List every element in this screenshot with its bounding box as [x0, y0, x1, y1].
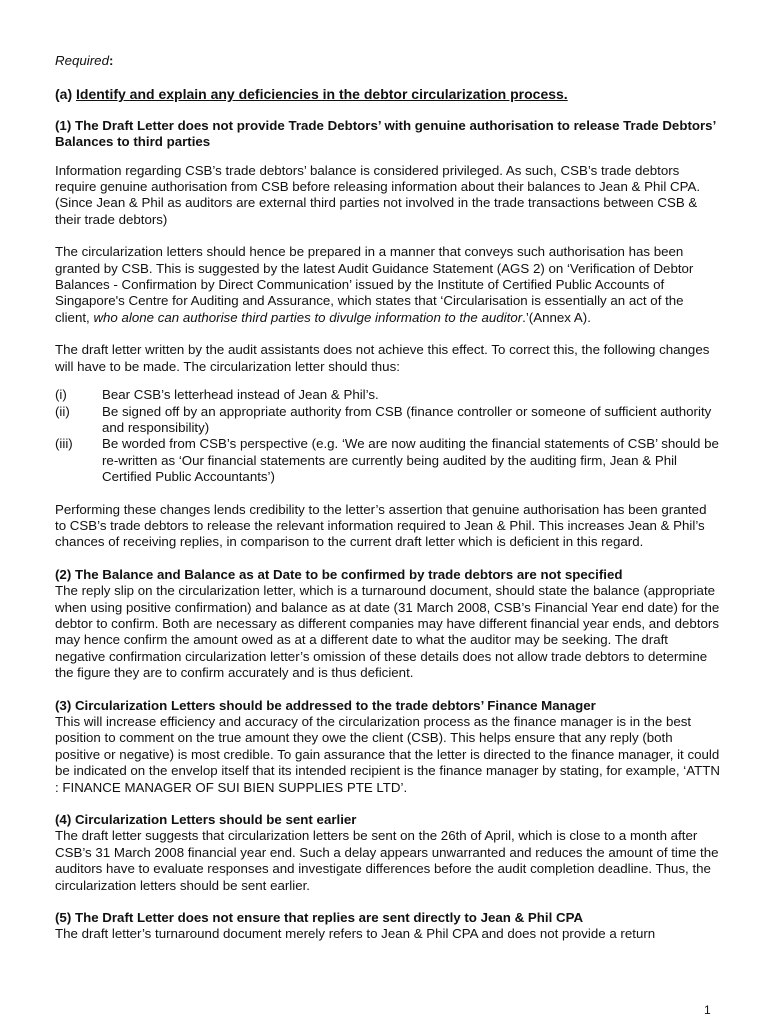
section-4-body: The draft letter suggests that circularization letters be sent on the 26th of April, which is close to a month after CSB’s 31 March 2008 financial year end. Such a delay appears unwarranted and reduces the amount of time the auditors have to evaluate responses and investigate differences before the audit completion deadline. Thus, the circularization letters should be sent earlier.: [55, 828, 719, 893]
section-1-paragraph-4: Performing these changes lends credibility to the letter’s assertion that genuine authorisation has been granted to CSB’s trade debtors to release the relevant information required to Jean & Phil. This increases Jean & Phil’s chances of receiving replies, in comparison to the current draft letter which is deficient in this regard.: [55, 501, 707, 550]
correction-list: [55, 387, 720, 485]
list-item: (ii) Be signed off by an appropriate authority from CSB (finance controller or someone of sufficient authority and responsibility): [55, 403, 712, 435]
document-page: [55, 53, 720, 943]
section-5-body: The draft letter’s turnaround document merely refers to Jean & Phil CPA and does not provide a return: [55, 926, 656, 942]
section-2-body: The reply slip on the circularization letter, which is a turnaround document, should state the balance (appropriate when using positive confirmation) and balance as at date (31 March 2008, CSB’s Financial Year end date) for the debtor to confirm. Both are necessary as different companies may have different financial year ends, and debtors may hence confirm the amount owed as at a different date to what the auditor may be seeking. The draft negative confirmation circularization letter’s omission of these details does not allow trade debtors to determine the figure they are to confirm accurately and is thus deficient.: [55, 583, 720, 681]
page-number: 1: [704, 1003, 711, 1017]
section-3-body: This will increase efficiency and accuracy of the circularization process as the finance manager is in the best position to comment on the true amount they owe the client (CSB). This helps ensure that any reply (both positive or negative) is most credible. To gain assurance that the letter is directed to the finance manager, it could be indicated on the envelop itself that its intended recipient is the finance manager by stating, for example, ‘ATTN : FINANCE MANAGER OF SUI BIEN SUPPLIES PTE LTD’.: [55, 714, 720, 795]
question-a-title: (a) Identify and explain any deficiencies in the debtor circularization process.: [55, 86, 568, 103]
section-1-paragraph-2: The circularization letters should hence be prepared in a manner that conveys such authorisation has been granted by CSB. This is suggested by the latest Audit Guidance Statement (AGS 2) on ‘Verification of Debtor Balances - Confirmation by Direct Communication’ issued by the Institute of Certified Public Accounts of Singapore's Centre for Auditing and Assurance, which states that ‘Circularisation is essentially an act of the client, who alone can authorise third parties to divulge information to the auditor.’(Annex A).: [55, 244, 694, 325]
section-3-heading: (3) Circularization Letters should be addressed to the trade debtors’ Finance Manager: [55, 697, 596, 713]
section-5-heading: (5) The Draft Letter does not ensure that replies are sent directly to Jean & Phil CPA: [55, 910, 584, 926]
section-1-heading: (1) The Draft Letter does not provide Trade Debtors’ with genuine authorisation to release Trade Debtors’ Balances to third parties: [55, 117, 716, 150]
list-item: (i) Bear CSB’s letterhead instead of Jean & Phil’s.: [55, 387, 379, 403]
section-2-heading: (2) The Balance and Balance as at Date to be confirmed by trade debtors are not specified: [55, 566, 623, 582]
list-item: (iii) Be worded from CSB’s perspective (e.g. ‘We are now auditing the financial statements of CSB’ should be re-written as ‘Our financial statements are currently being audited by the auditing firm, Jean & Phil Certified Public Accountants’): [55, 436, 719, 485]
section-1-paragraph-3: The draft letter written by the audit assistants does not achieve this effect. To correct this, the following changes will have to be made. The circularization letter should thus:: [55, 342, 710, 374]
required-label: Required:: [55, 53, 114, 68]
section-1-paragraph-1: Information regarding CSB’s trade debtors’ balance is considered privileged. As such, CSB’s trade debtors require genuine authorisation from CSB before releasing information about their balances to Jean & Phil CPA. (Since Jean & Phil as auditors are external third parties not involved in the trade transactions between CSB & their trade debtors): [55, 162, 701, 227]
section-4-heading: (4) Circularization Letters should be sent earlier: [55, 812, 357, 828]
